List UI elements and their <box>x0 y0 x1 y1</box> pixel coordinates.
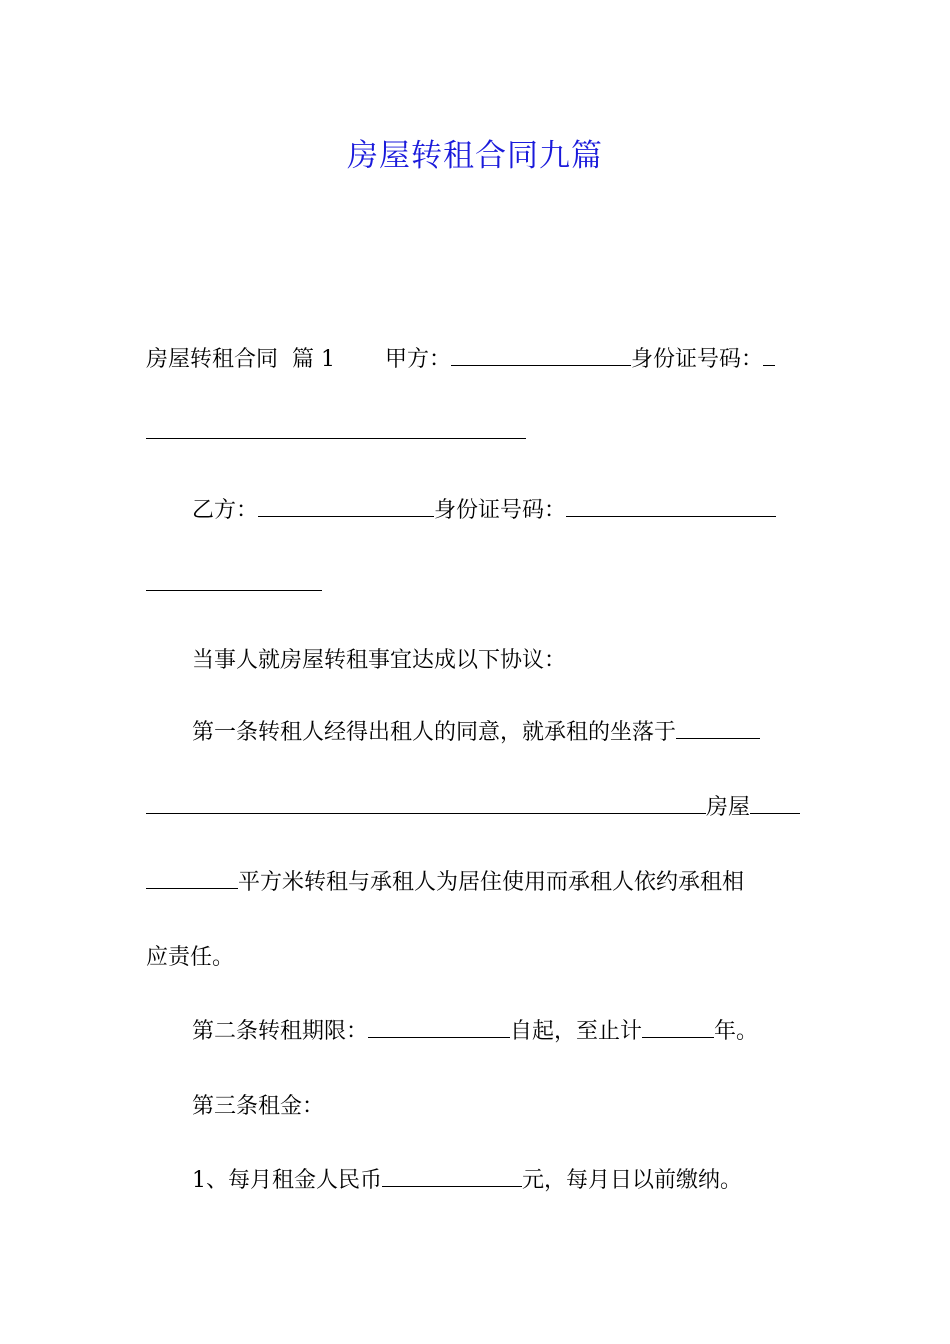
party-b-id-blank-start <box>566 496 776 517</box>
agreement-intro: 当事人就房屋转租事宜达成以下协议： <box>192 648 567 673</box>
party-a-id-blank-start <box>763 345 775 366</box>
party-b-label: 乙方： <box>192 498 259 523</box>
paragraph-line-8 <box>146 868 808 898</box>
lease-start-blank <box>368 1017 510 1038</box>
area-blank <box>146 868 238 889</box>
paragraph-line-10 <box>146 1017 854 1047</box>
area-blank-start <box>750 793 800 814</box>
contract-number: 篇 1 <box>292 347 336 372</box>
party-b-id-label: 身份证号码： <box>434 498 567 523</box>
party-a-name-blank <box>451 345 631 366</box>
rent-clause-label: 1、每月租金人民币 <box>192 1168 382 1193</box>
document-title: 房屋转租合同九篇 <box>347 138 603 174</box>
location-blank-start <box>676 718 760 739</box>
article-1-continued: 平方米转租与承租人为居住使用而承租人依约承租相 <box>238 870 745 895</box>
party-a-label: 甲方： <box>385 347 452 372</box>
paragraph-line-5 <box>146 646 854 676</box>
paragraph-line-1 <box>146 345 808 375</box>
paragraph-line-2 <box>146 418 808 448</box>
paragraph-line-6 <box>146 718 854 748</box>
article-1-text: 第一条转租人经得出租人的同意，就承租的坐落于 <box>192 720 677 745</box>
house-label: 房屋 <box>706 795 751 820</box>
article-2-end: 年。 <box>714 1019 759 1044</box>
paragraph-line-12 <box>146 1166 854 1196</box>
paragraph-line-3 <box>146 496 854 526</box>
article-3-label: 第三条租金： <box>192 1094 325 1119</box>
paragraph-line-9 <box>146 943 808 973</box>
lease-years-blank <box>642 1017 714 1038</box>
article-2-middle: 自起，至止计 <box>510 1019 643 1044</box>
paragraph-line-11 <box>146 1092 854 1122</box>
contract-heading: 房屋转租合同 <box>146 347 279 372</box>
party-b-name-blank <box>258 496 434 517</box>
article-1-ending: 应责任。 <box>146 945 235 970</box>
article-2-label: 第二条转租期限： <box>192 1019 369 1044</box>
party-a-id-label: 身份证号码： <box>631 347 764 372</box>
location-blank <box>146 793 706 814</box>
paragraph-line-4 <box>146 570 808 600</box>
rent-amount-blank <box>382 1166 522 1187</box>
party-a-id-blank <box>146 418 526 439</box>
rent-clause-end: 元，每月日以前缴纳。 <box>522 1168 743 1193</box>
paragraph-line-7 <box>146 793 808 823</box>
party-b-id-blank <box>146 570 322 591</box>
